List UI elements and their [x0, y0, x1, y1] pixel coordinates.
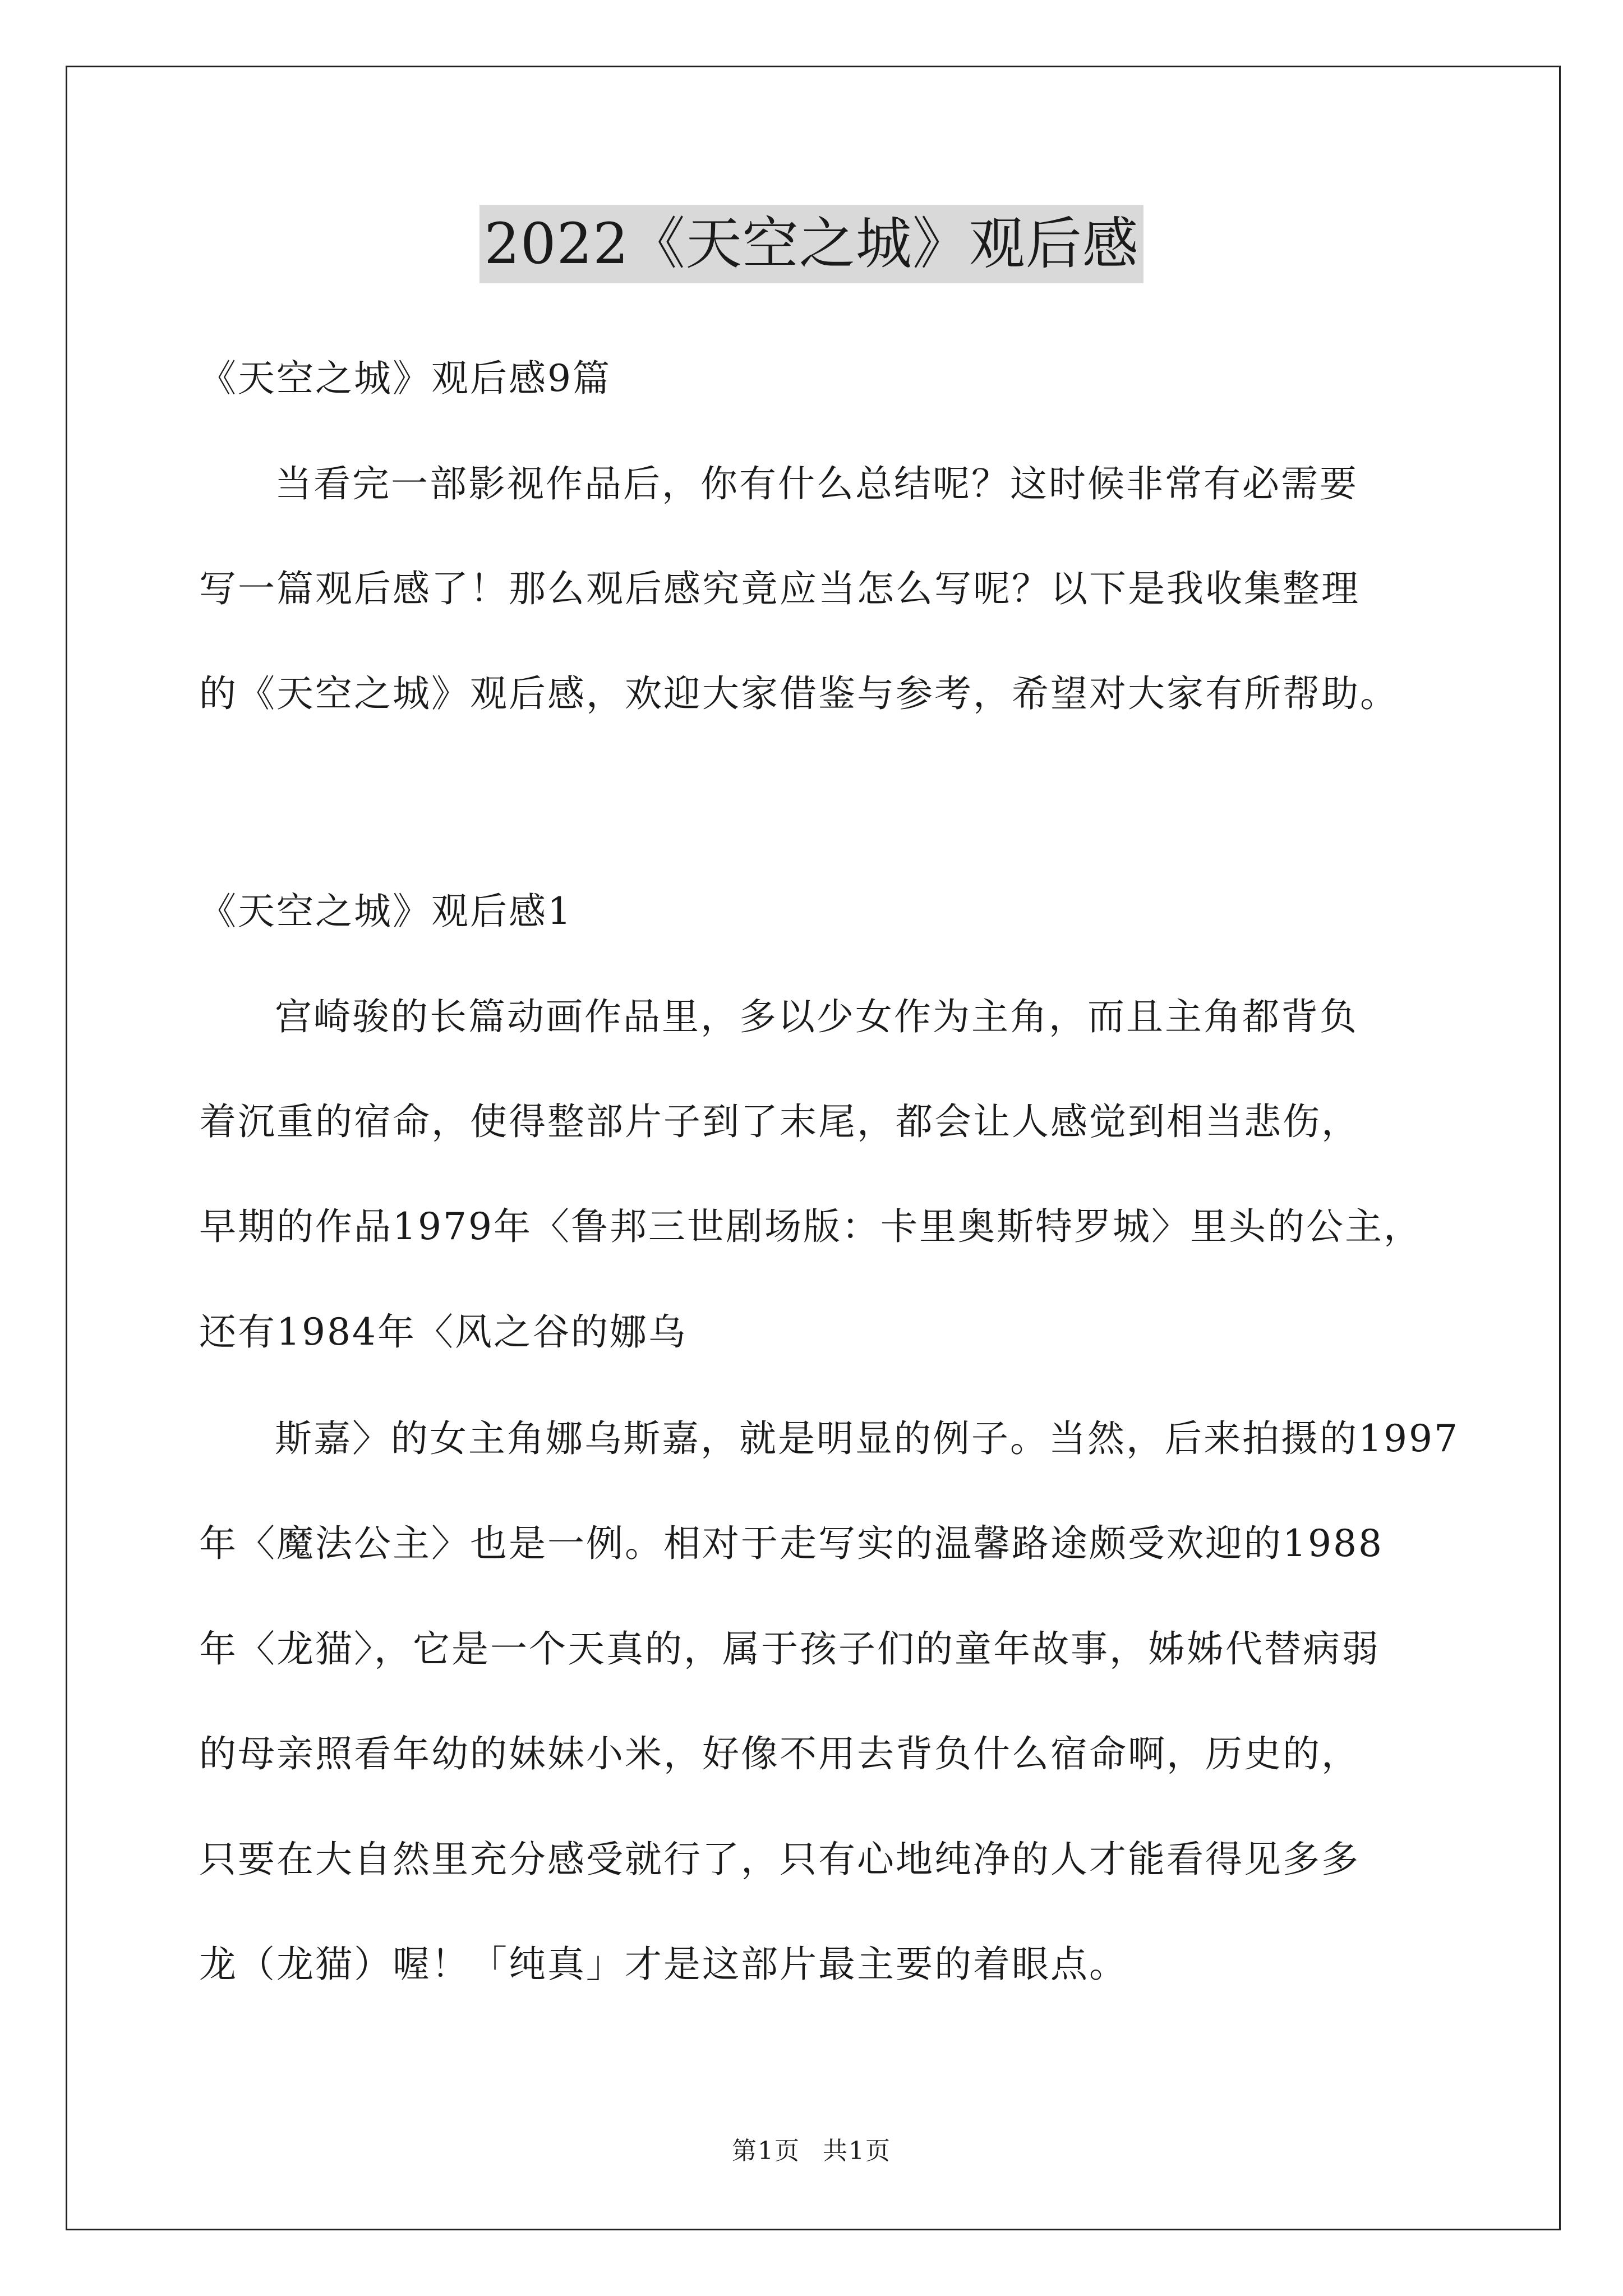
paragraph-line: 只要在大自然里充分感受就行了，只有心地纯净的人才能看得见多多 [199, 1838, 1360, 1881]
page-number: 第1页 [732, 2137, 800, 2165]
title-container [0, 205, 1623, 283]
paragraph-line: 宫崎骏的长篇动画作品里，多以少女作为主角，而且主角都背负 [275, 995, 1358, 1038]
document-subtitle: 《天空之城》观后感9篇 [199, 357, 611, 400]
paragraph-line: 龙（龙猫）喔！「纯真」才是这部片最主要的着眼点。 [199, 1943, 1128, 1986]
document-title: 2022《天空之城》观后感 [479, 205, 1144, 283]
intro-line: 写一篇观后感了！那么观后感究竟应当怎么写呢？以下是我收集整理 [199, 567, 1360, 610]
paragraph-line: 斯嘉〉的女主角娜乌斯嘉，就是明显的例子。当然，后来拍摄的1997 [275, 1417, 1459, 1460]
paragraph-line: 还有1984年〈风之谷的娜乌 [199, 1310, 687, 1354]
section-heading: 《天空之城》观后感1 [199, 890, 573, 933]
intro-line: 当看完一部影视作品后，你有什么总结呢？这时候非常有必需要 [275, 462, 1358, 505]
intro-line: 的《天空之城》观后感，欢迎大家借鉴与参考，希望对大家有所帮助。 [199, 672, 1399, 715]
page-footer [0, 2134, 1623, 2168]
paragraph-line: 年〈龙猫〉，它是一个天真的，属于孩子们的童年故事，姊姊代替病弱 [199, 1627, 1380, 1671]
paragraph-line: 的母亲照看年幼的妹妹小米，好像不用去背负什么宿命啊，历史的， [199, 1732, 1360, 1775]
paragraph-line: 早期的作品1979年〈鲁邦三世剧场版：卡里奥斯特罗城〉里头的公主， [199, 1205, 1422, 1248]
page-total: 共1页 [823, 2137, 891, 2165]
paragraph-line: 年〈魔法公主〉也是一例。相对于走写实的温馨路途颇受欢迎的1988 [199, 1522, 1384, 1565]
paragraph-line: 着沉重的宿命，使得整部片子到了末尾，都会让人感觉到相当悲伤， [199, 1100, 1360, 1143]
